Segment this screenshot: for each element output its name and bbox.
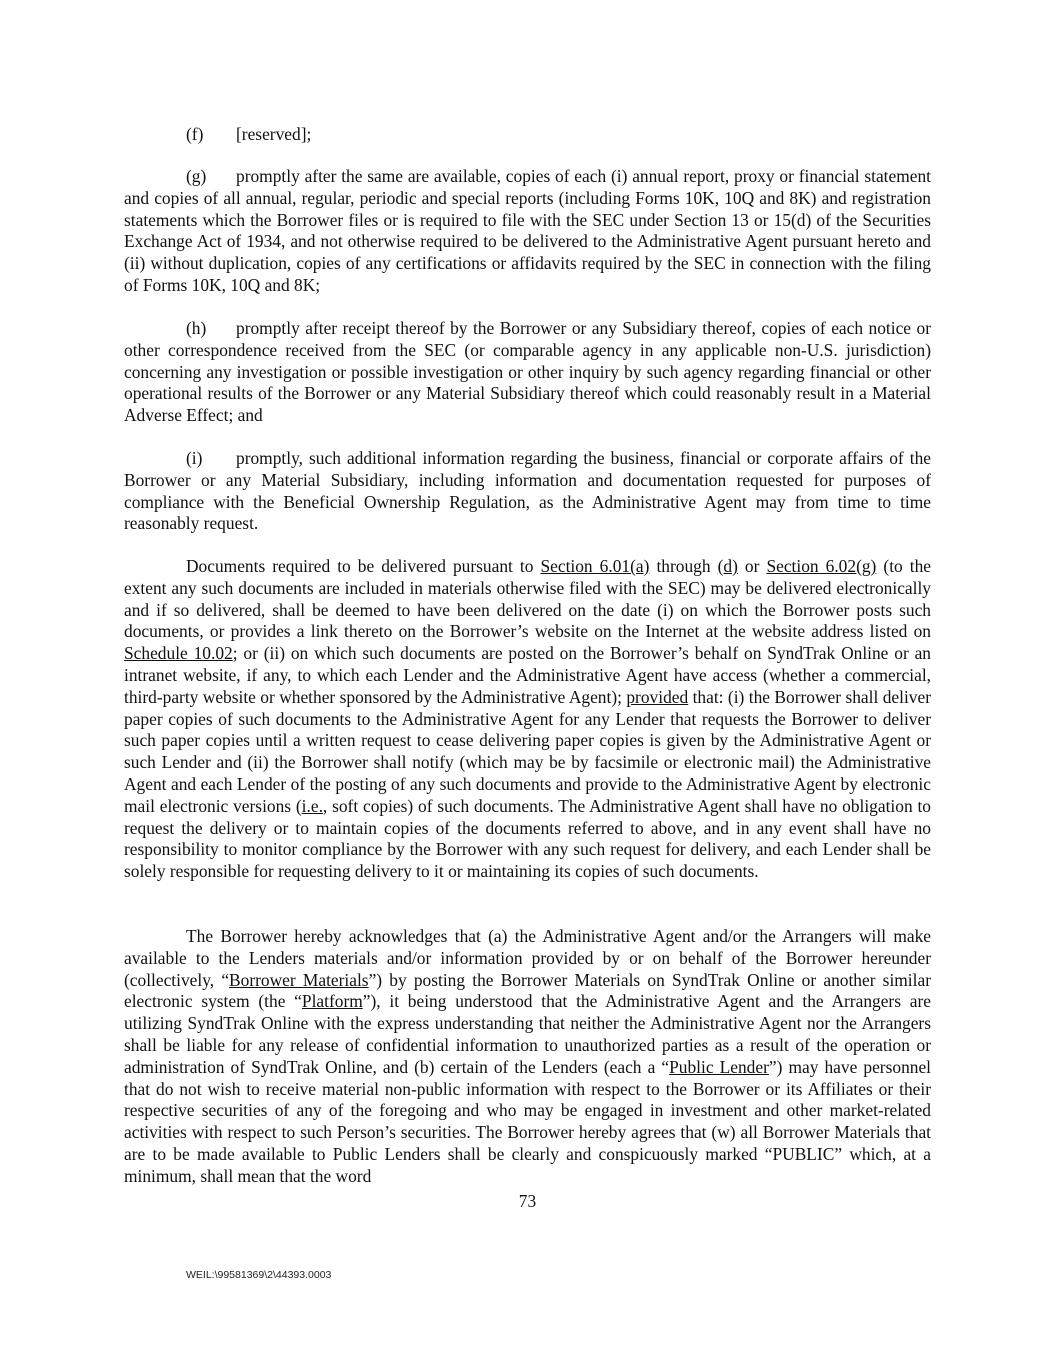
text-run: ”) by posting the Borrower Materials on SyndTrak Online or another similar electronic system (the “ bbox=[124, 969, 931, 1012]
clause-g-label: (g) bbox=[186, 166, 207, 186]
text-run: The Borrower hereby acknowledges that (a) the Administrative Agent and/or the Arrangers will make available to the Lenders materials and/or information provided by or on behalf of the Borrower hereunder (collectively, “ bbox=[124, 926, 931, 990]
borrower-materials-term: Borrower Materials bbox=[229, 969, 369, 990]
document-id-footer: WEIL:\99581369\2\44393.0003 bbox=[186, 1269, 332, 1281]
clause-f-text: [reserved]; bbox=[236, 124, 312, 144]
clause-g-text: promptly after the same are available, copies of each (i) annual report, proxy or financial statement and copies of all annual, regular, periodic and special reports (including Forms 10K, 10Q and 8K) and registration statements which the Borrower files or is required to file with the SEC under Section 13 or 15(d) of the Securities Exchange Act of 1934, and not otherwise required to be delivered to the Administrative Agent pursuant hereto and (ii) without duplication, copies of any certifications or affidavits required by the SEC in connection with the filing of Forms 10K, 10Q and 8K; bbox=[124, 166, 931, 295]
documents-delivery-paragraph bbox=[124, 556, 931, 883]
clause-f-label: (f) bbox=[186, 124, 204, 144]
clause-i bbox=[124, 448, 931, 535]
text-run: that: (i) the Borrower shall deliver paper copies of such documents to the Administrative Agent for any Lender that requests the Borrower to deliver such paper copies until a written request to cease delivering paper copies is given by the Administrative Agent or such Lender and (ii) the Borrower shall notify (which may be by facsimile or electronic mail) the Administrative Agent and each Lender of the posting of any such documents and provide to the Administrative Agent by electronic mail electronic versions ( bbox=[124, 686, 931, 816]
section-6-01a-reference: Section 6.01(a) bbox=[540, 556, 650, 576]
clause-g bbox=[124, 166, 931, 297]
clause-h-label: (h) bbox=[186, 318, 207, 338]
text-run: Documents required to be delivered pursuant to bbox=[186, 556, 541, 576]
clause-h bbox=[124, 318, 931, 427]
text-run: through bbox=[649, 556, 718, 576]
text-run: (to the extent any such documents are included in materials otherwise filed with the SEC) may be delivered electronically and if so delivered, shall be deemed to have been delivered on the date (i) on which the Borrower posts such documents, or provides a link thereto on the Borrower’s website on the Internet at the website address listed on bbox=[124, 556, 931, 642]
clause-i-text: promptly, such additional information regarding the business, financial or corporate affairs of the Borrower or any Material Subsidiary, including information and documentation requested for purposes of compliance with the Beneficial Ownership Regulation, as the Administrative Agent may from time to time reasonably request. bbox=[124, 448, 931, 534]
text-run: ; or (ii) on which such documents are posted on the Borrower’s behalf on SyndTrak Online or an intranet website, if any, to which each Lender and the Administrative Agent have access (whether a commercial, third-party website or whether sponsored by the Administrative Agent); bbox=[124, 643, 931, 707]
section-6-02g-reference: Section 6.02(g) bbox=[766, 556, 877, 576]
clause-i-label: (i) bbox=[186, 448, 203, 468]
text-run: or bbox=[737, 556, 767, 576]
public-lender-term: Public Lender bbox=[669, 1056, 769, 1077]
clause-h-text: promptly after receipt thereof by the Borrower or any Subsidiary thereof, copies of each notice or other correspondence received from the SEC (or comparable agency in any applicable non-U.S. jurisdiction) concerning any investigation or possible investigation or other inquiry by such agency regarding financial or other operational results of the Borrower or any Material Subsidiary thereof which could reasonably result in a Material Adverse Effect; and bbox=[124, 318, 931, 426]
schedule-10-02-reference: Schedule 10.02 bbox=[124, 643, 233, 664]
borrower-acknowledgement-paragraph bbox=[124, 926, 931, 1188]
platform-term: Platform bbox=[301, 991, 363, 1012]
ie-term: i.e. bbox=[301, 795, 323, 816]
text-run: ”) may have personnel that do not wish to receive material non-public information with respect to the Borrower or its Affiliates or their respective securities of any of the foregoing and who may be engaged in investment and other market-related activities with respect to such Person’s securities. The Borrower hereby agrees that (w) all Borrower Materials that are to be made available to Public Lenders shall be clearly and conspicuously marked “PUBLIC” which, at a minimum, shall mean that the word bbox=[124, 1056, 932, 1186]
text-run: , soft copies) of such documents. The Administrative Agent shall have no obligation to request the delivery or to maintain copies of the documents referred to above, and in any event shall have no responsibility to monitor compliance by the Borrower with any such request for delivery, and each Lender shall be solely responsible for requesting delivery to it or maintaining its copies of such documents. bbox=[124, 795, 931, 882]
provided-term: provided bbox=[626, 686, 689, 707]
clause-f bbox=[124, 124, 931, 146]
clause-d-reference: (d) bbox=[717, 556, 738, 576]
page-number: 73 bbox=[518, 1191, 537, 1211]
text-run: ”), it being understood that the Administrative Agent and the Arrangers are utilizing SyndTrak Online with the express understanding that neither the Administrative Agent nor the Arrangers shall be liable for any release of confidential information to unauthorized parties as a result of the operation or administration of SyndTrak Online, and (b) certain of the Lenders (each a “ bbox=[124, 991, 931, 1077]
